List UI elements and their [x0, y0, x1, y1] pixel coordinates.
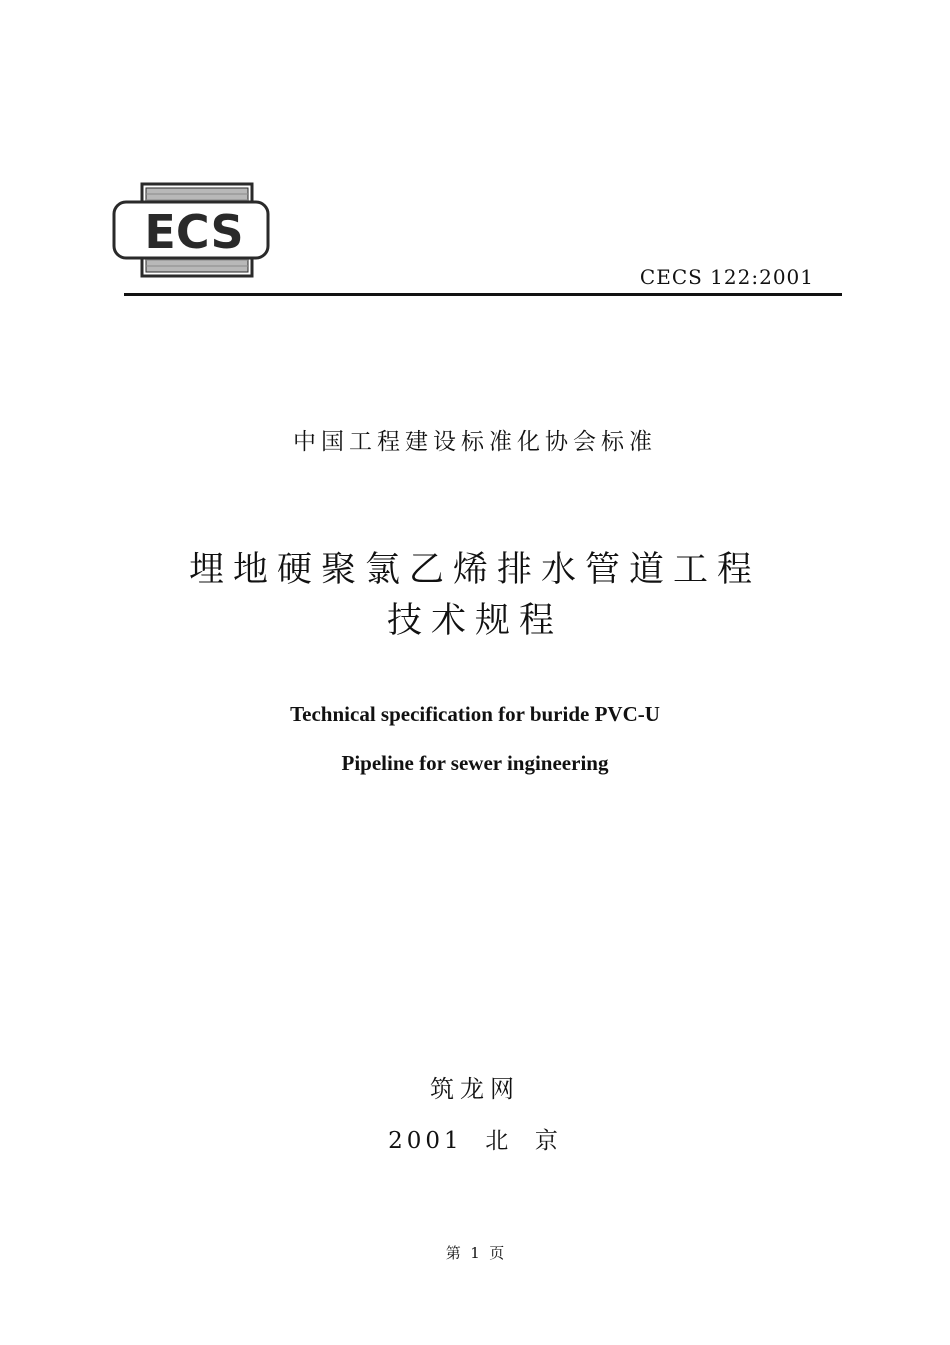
header-divider	[124, 293, 842, 296]
page-number: 第 1 页	[445, 1244, 505, 1262]
place-year: 2001 北 京	[388, 1128, 562, 1154]
english-title-line-2: Pipeline for sewer ingineering	[341, 751, 609, 775]
chinese-title-line-2: 技术规程	[386, 601, 563, 641]
publisher: 筑龙网	[430, 1075, 520, 1103]
standard-code: CECS 122:2001	[639, 265, 814, 289]
organization-name: 中国工程建设标准化协会标准	[293, 429, 657, 455]
logo-text: ECS	[144, 205, 244, 259]
chinese-title-line-1: 埋地硬聚氯乙烯排水管道工程	[188, 550, 761, 590]
ecs-logo-icon	[112, 182, 272, 278]
english-title-line-1: Technical specification for buride PVC-U	[290, 702, 660, 726]
